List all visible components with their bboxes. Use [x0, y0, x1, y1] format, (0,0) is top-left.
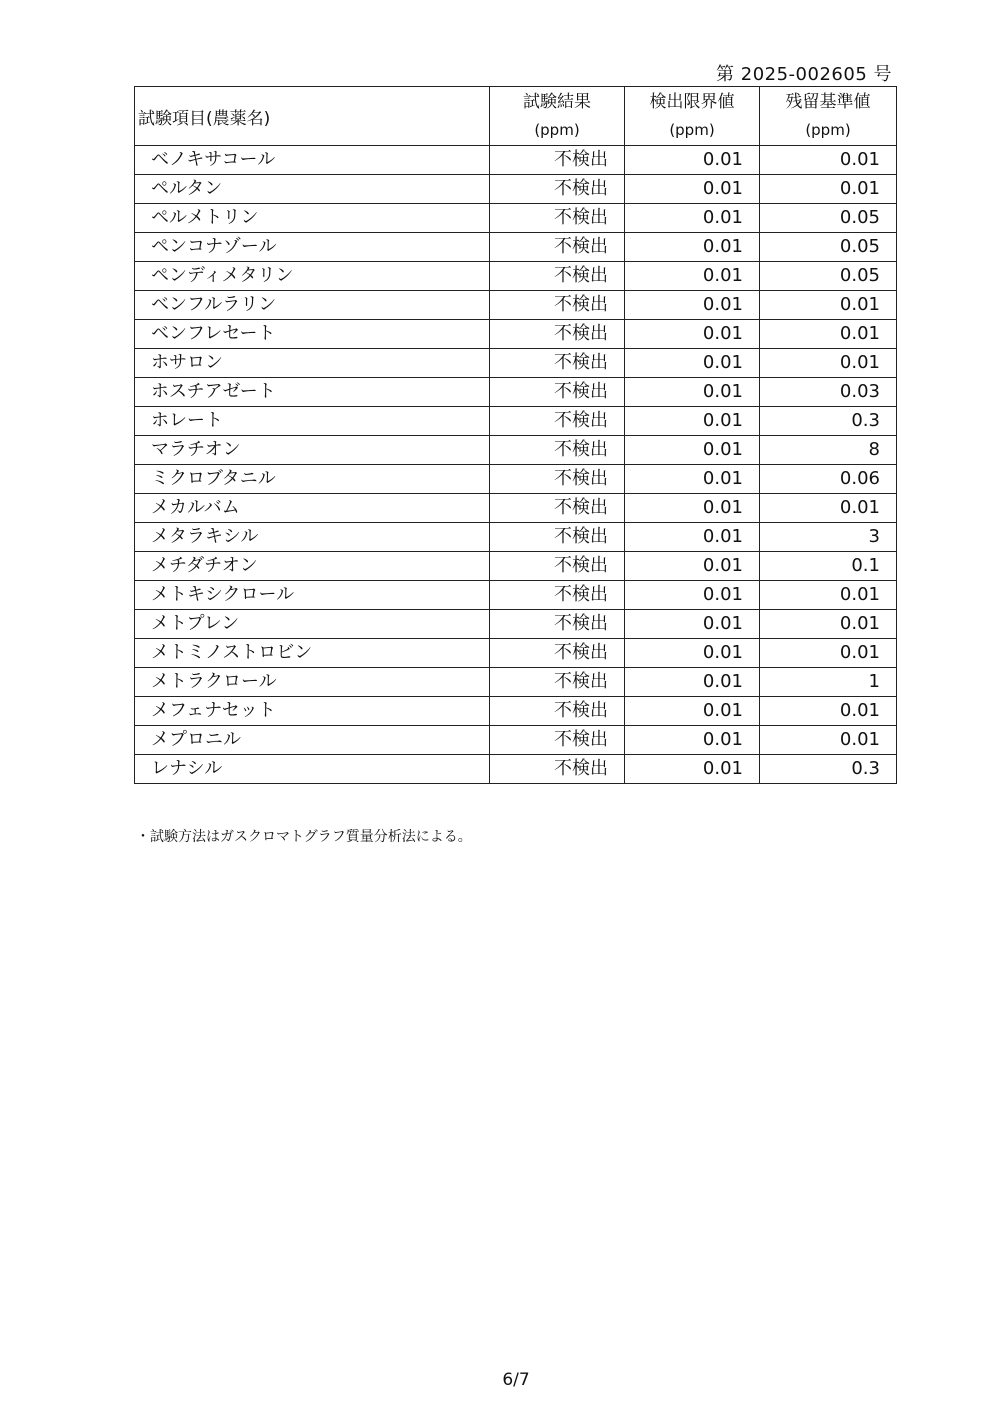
- detection-limit-cell: 0.01: [625, 465, 760, 494]
- residue-standard-cell: 0.01: [760, 349, 897, 378]
- result-cell: 不検出: [490, 494, 625, 523]
- result-cell: 不検出: [490, 349, 625, 378]
- pesticide-name-cell: ペンディメタリン: [135, 262, 490, 291]
- pesticide-name-cell: マラチオン: [135, 436, 490, 465]
- detection-limit-cell: 0.01: [625, 407, 760, 436]
- table-row: [135, 291, 897, 320]
- result-cell: 不検出: [490, 581, 625, 610]
- pesticide-name-cell: メトラクロール: [135, 668, 490, 697]
- result-cell: 不検出: [490, 639, 625, 668]
- pesticide-name-cell: メトキシクロール: [135, 581, 490, 610]
- pesticide-name-cell: ホスチアゼート: [135, 378, 490, 407]
- residue-standard-cell: 0.05: [760, 204, 897, 233]
- pesticide-name-cell: ベンフルラリン: [135, 291, 490, 320]
- detection-limit-cell: 0.01: [625, 175, 760, 204]
- pesticide-name-cell: メトプレン: [135, 610, 490, 639]
- detection-limit-cell: 0.01: [625, 378, 760, 407]
- pesticide-name-cell: ベノキサコール: [135, 146, 490, 175]
- test-method-note: ・試験方法はガスクロマトグラフ質量分析法による。: [136, 829, 472, 845]
- residue-standard-cell: 0.1: [760, 552, 897, 581]
- table-row: [135, 639, 897, 668]
- header-mrl-unit: (ppm): [805, 121, 851, 139]
- detection-limit-cell: 0.01: [625, 262, 760, 291]
- table-row: [135, 697, 897, 726]
- residue-standard-cell: 0.01: [760, 697, 897, 726]
- result-cell: 不検出: [490, 726, 625, 755]
- pesticide-name-cell: メタラキシル: [135, 523, 490, 552]
- detection-limit-cell: 0.01: [625, 494, 760, 523]
- result-cell: 不検出: [490, 320, 625, 349]
- detection-limit-cell: 0.01: [625, 668, 760, 697]
- pesticide-name-cell: メトミノストロビン: [135, 639, 490, 668]
- result-cell: 不検出: [490, 146, 625, 175]
- header-lod: [625, 87, 760, 146]
- document-number: 第 2025-002605 号: [716, 64, 892, 85]
- pesticide-name-cell: ペルメトリン: [135, 204, 490, 233]
- residue-standard-cell: 0.3: [760, 407, 897, 436]
- detection-limit-cell: 0.01: [625, 610, 760, 639]
- result-cell: 不検出: [490, 697, 625, 726]
- table-row: [135, 755, 897, 784]
- result-cell: 不検出: [490, 436, 625, 465]
- detection-limit-cell: 0.01: [625, 523, 760, 552]
- header-result: [490, 87, 625, 146]
- header-result-label: 試験結果: [523, 92, 591, 112]
- table-row: [135, 320, 897, 349]
- header-mrl: [760, 87, 897, 146]
- residue-standard-cell: 0.01: [760, 581, 897, 610]
- result-cell: 不検出: [490, 407, 625, 436]
- result-cell: 不検出: [490, 523, 625, 552]
- header-mrl-label: 残留基準値: [785, 92, 871, 112]
- residue-standard-cell: 1: [760, 668, 897, 697]
- residue-standard-cell: 0.01: [760, 639, 897, 668]
- pesticide-name-cell: レナシル: [135, 755, 490, 784]
- result-cell: 不検出: [490, 610, 625, 639]
- detection-limit-cell: 0.01: [625, 436, 760, 465]
- detection-limit-cell: 0.01: [625, 291, 760, 320]
- result-cell: 不検出: [490, 175, 625, 204]
- pesticide-name-cell: メカルバム: [135, 494, 490, 523]
- table-row: [135, 726, 897, 755]
- header-lod-label: 検出限界値: [649, 92, 735, 112]
- table-row: [135, 262, 897, 291]
- table-row: [135, 668, 897, 697]
- table-row: [135, 581, 897, 610]
- table-row: [135, 523, 897, 552]
- result-cell: 不検出: [490, 262, 625, 291]
- header-result-unit: (ppm): [534, 121, 580, 139]
- pesticide-name-cell: ミクロブタニル: [135, 465, 490, 494]
- table-body: [135, 146, 897, 784]
- table-row: [135, 349, 897, 378]
- result-cell: 不検出: [490, 755, 625, 784]
- pesticide-name-cell: メチダチオン: [135, 552, 490, 581]
- residue-standard-cell: 0.01: [760, 610, 897, 639]
- header-name: 試験項目(農薬名): [135, 87, 490, 146]
- pesticide-name-cell: メプロニル: [135, 726, 490, 755]
- pesticide-name-cell: ホレート: [135, 407, 490, 436]
- page-number: 6/7: [502, 1370, 530, 1390]
- detection-limit-cell: 0.01: [625, 639, 760, 668]
- table-row: [135, 494, 897, 523]
- table-row: [135, 610, 897, 639]
- detection-limit-cell: 0.01: [625, 581, 760, 610]
- residue-standard-cell: 0.01: [760, 146, 897, 175]
- residue-standard-cell: 3: [760, 523, 897, 552]
- table-row: [135, 378, 897, 407]
- pesticide-name-cell: ペルタン: [135, 175, 490, 204]
- residue-standard-cell: 0.01: [760, 726, 897, 755]
- detection-limit-cell: 0.01: [625, 204, 760, 233]
- residue-standard-cell: 0.01: [760, 494, 897, 523]
- residue-standard-cell: 0.01: [760, 320, 897, 349]
- table-row: [135, 552, 897, 581]
- table-row: [135, 146, 897, 175]
- residue-standard-cell: 0.05: [760, 233, 897, 262]
- detection-limit-cell: 0.01: [625, 755, 760, 784]
- detection-limit-cell: 0.01: [625, 726, 760, 755]
- result-cell: 不検出: [490, 465, 625, 494]
- residue-standard-cell: 0.01: [760, 291, 897, 320]
- pesticide-name-cell: ベンフレセート: [135, 320, 490, 349]
- table-row: [135, 175, 897, 204]
- detection-limit-cell: 0.01: [625, 320, 760, 349]
- pesticide-name-cell: メフェナセット: [135, 697, 490, 726]
- table-header-row: [135, 87, 897, 146]
- residue-standard-cell: 0.03: [760, 378, 897, 407]
- residue-standard-cell: 0.06: [760, 465, 897, 494]
- table-row: [135, 204, 897, 233]
- result-cell: 不検出: [490, 291, 625, 320]
- result-cell: 不検出: [490, 378, 625, 407]
- result-cell: 不検出: [490, 552, 625, 581]
- detection-limit-cell: 0.01: [625, 146, 760, 175]
- table-row: [135, 465, 897, 494]
- residue-standard-cell: 0.3: [760, 755, 897, 784]
- residue-standard-cell: 8: [760, 436, 897, 465]
- result-cell: 不検出: [490, 233, 625, 262]
- table-row: [135, 407, 897, 436]
- pesticide-name-cell: ホサロン: [135, 349, 490, 378]
- residue-standard-cell: 0.01: [760, 175, 897, 204]
- result-cell: 不検出: [490, 204, 625, 233]
- results-table: [134, 86, 897, 784]
- detection-limit-cell: 0.01: [625, 552, 760, 581]
- header-lod-unit: (ppm): [669, 121, 715, 139]
- detection-limit-cell: 0.01: [625, 349, 760, 378]
- pesticide-name-cell: ペンコナゾール: [135, 233, 490, 262]
- table-row: [135, 436, 897, 465]
- detection-limit-cell: 0.01: [625, 697, 760, 726]
- result-cell: 不検出: [490, 668, 625, 697]
- residue-standard-cell: 0.05: [760, 262, 897, 291]
- detection-limit-cell: 0.01: [625, 233, 760, 262]
- table-row: [135, 233, 897, 262]
